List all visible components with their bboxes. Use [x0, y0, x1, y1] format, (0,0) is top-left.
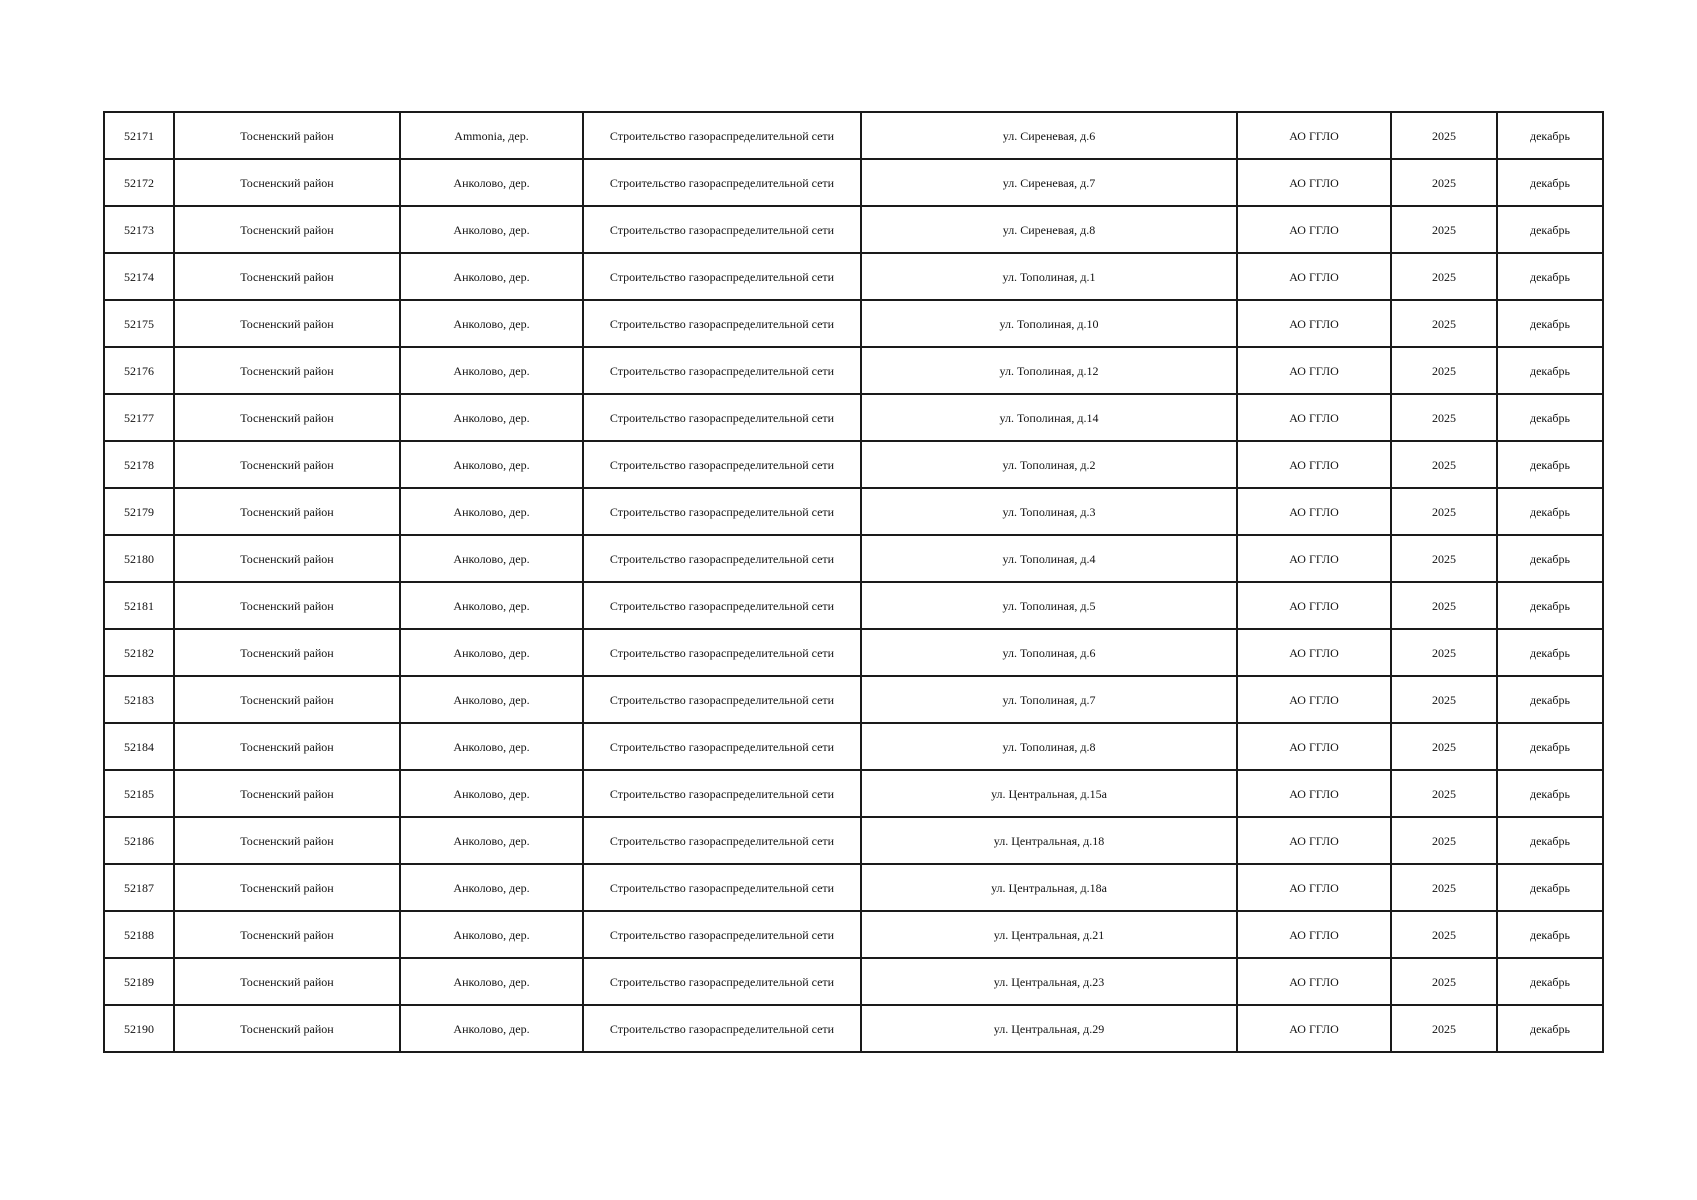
cell-district: Тосненский район	[174, 112, 400, 159]
cell-number: 52188	[104, 911, 174, 958]
cell-year: 2025	[1391, 206, 1497, 253]
cell-year: 2025	[1391, 535, 1497, 582]
cell-work-type: Строительство газораспределительной сети	[583, 206, 861, 253]
table-row	[104, 864, 1603, 911]
cell-number: 52184	[104, 723, 174, 770]
cell-number: 52171	[104, 112, 174, 159]
cell-district: Тосненский район	[174, 911, 400, 958]
cell-number: 52174	[104, 253, 174, 300]
cell-year: 2025	[1391, 629, 1497, 676]
table-row	[104, 112, 1603, 159]
cell-district: Тосненский район	[174, 817, 400, 864]
table-row	[104, 770, 1603, 817]
table-row	[104, 441, 1603, 488]
cell-address: ул. Тополиная, д.10	[861, 300, 1237, 347]
cell-organization: АО ГГЛО	[1237, 676, 1391, 723]
cell-settlement: Анколово, дер.	[400, 770, 583, 817]
cell-settlement: Анколово, дер.	[400, 535, 583, 582]
cell-settlement: Анколово, дер.	[400, 817, 583, 864]
cell-work-type: Строительство газораспределительной сети	[583, 770, 861, 817]
table-row	[104, 817, 1603, 864]
cell-address: ул. Тополиная, д.2	[861, 441, 1237, 488]
cell-month: декабрь	[1497, 770, 1603, 817]
cell-settlement: Анколово, дер.	[400, 723, 583, 770]
table-row	[104, 723, 1603, 770]
cell-month: декабрь	[1497, 676, 1603, 723]
cell-settlement: Анколово, дер.	[400, 629, 583, 676]
cell-district: Тосненский район	[174, 159, 400, 206]
cell-year: 2025	[1391, 300, 1497, 347]
cell-work-type: Строительство газораспределительной сети	[583, 864, 861, 911]
cell-number: 52185	[104, 770, 174, 817]
cell-settlement: Анколово, дер.	[400, 441, 583, 488]
table-row	[104, 206, 1603, 253]
cell-address: ул. Тополиная, д.1	[861, 253, 1237, 300]
cell-address: ул. Центральная, д.29	[861, 1005, 1237, 1052]
cell-organization: АО ГГЛО	[1237, 488, 1391, 535]
cell-month: декабрь	[1497, 864, 1603, 911]
cell-month: декабрь	[1497, 629, 1603, 676]
cell-organization: АО ГГЛО	[1237, 300, 1391, 347]
cell-number: 52179	[104, 488, 174, 535]
cell-address: ул. Сиреневая, д.6	[861, 112, 1237, 159]
cell-year: 2025	[1391, 911, 1497, 958]
cell-work-type: Строительство газораспределительной сети	[583, 817, 861, 864]
cell-number: 52182	[104, 629, 174, 676]
cell-year: 2025	[1391, 253, 1497, 300]
cell-work-type: Строительство газораспределительной сети	[583, 723, 861, 770]
cell-district: Тосненский район	[174, 441, 400, 488]
cell-number: 52181	[104, 582, 174, 629]
table-row	[104, 159, 1603, 206]
cell-district: Тосненский район	[174, 629, 400, 676]
cell-month: декабрь	[1497, 535, 1603, 582]
cell-work-type: Строительство газораспределительной сети	[583, 347, 861, 394]
cell-address: ул. Тополиная, д.4	[861, 535, 1237, 582]
cell-settlement: Анколово, дер.	[400, 676, 583, 723]
cell-year: 2025	[1391, 676, 1497, 723]
cell-organization: АО ГГЛО	[1237, 582, 1391, 629]
cell-number: 52172	[104, 159, 174, 206]
cell-year: 2025	[1391, 864, 1497, 911]
cell-number: 52190	[104, 1005, 174, 1052]
table-row	[104, 582, 1603, 629]
cell-month: декабрь	[1497, 582, 1603, 629]
cell-district: Тосненский район	[174, 864, 400, 911]
cell-work-type: Строительство газораспределительной сети	[583, 629, 861, 676]
cell-address: ул. Тополиная, д.8	[861, 723, 1237, 770]
cell-settlement: Анколово, дер.	[400, 582, 583, 629]
cell-district: Тосненский район	[174, 253, 400, 300]
cell-work-type: Строительство газораспределительной сети	[583, 676, 861, 723]
gas-network-table	[103, 111, 1604, 1053]
cell-year: 2025	[1391, 723, 1497, 770]
table-body	[104, 112, 1603, 1052]
cell-work-type: Строительство газораспределительной сети	[583, 394, 861, 441]
cell-year: 2025	[1391, 582, 1497, 629]
cell-year: 2025	[1391, 817, 1497, 864]
cell-district: Тосненский район	[174, 723, 400, 770]
cell-settlement: Анколово, дер.	[400, 864, 583, 911]
cell-month: декабрь	[1497, 1005, 1603, 1052]
cell-organization: АО ГГЛО	[1237, 159, 1391, 206]
cell-settlement: Ammonia, дер.	[400, 112, 583, 159]
cell-month: декабрь	[1497, 347, 1603, 394]
cell-year: 2025	[1391, 958, 1497, 1005]
table-row	[104, 347, 1603, 394]
cell-number: 52173	[104, 206, 174, 253]
table-row	[104, 253, 1603, 300]
cell-settlement: Анколово, дер.	[400, 253, 583, 300]
cell-number: 52175	[104, 300, 174, 347]
cell-year: 2025	[1391, 159, 1497, 206]
table-row	[104, 676, 1603, 723]
cell-work-type: Строительство газораспределительной сети	[583, 441, 861, 488]
cell-month: декабрь	[1497, 206, 1603, 253]
cell-work-type: Строительство газораспределительной сети	[583, 911, 861, 958]
cell-number: 52186	[104, 817, 174, 864]
table-row	[104, 300, 1603, 347]
table-row	[104, 488, 1603, 535]
cell-work-type: Строительство газораспределительной сети	[583, 253, 861, 300]
cell-district: Тосненский район	[174, 958, 400, 1005]
cell-organization: АО ГГЛО	[1237, 817, 1391, 864]
cell-year: 2025	[1391, 1005, 1497, 1052]
cell-organization: АО ГГЛО	[1237, 535, 1391, 582]
cell-district: Тосненский район	[174, 676, 400, 723]
cell-month: декабрь	[1497, 300, 1603, 347]
cell-year: 2025	[1391, 441, 1497, 488]
cell-district: Тосненский район	[174, 770, 400, 817]
cell-settlement: Анколово, дер.	[400, 1005, 583, 1052]
cell-work-type: Строительство газораспределительной сети	[583, 535, 861, 582]
cell-month: декабрь	[1497, 958, 1603, 1005]
cell-address: ул. Сиреневая, д.7	[861, 159, 1237, 206]
cell-organization: АО ГГЛО	[1237, 864, 1391, 911]
cell-work-type: Строительство газораспределительной сети	[583, 159, 861, 206]
cell-district: Тосненский район	[174, 488, 400, 535]
table-row	[104, 394, 1603, 441]
cell-district: Тосненский район	[174, 535, 400, 582]
cell-organization: АО ГГЛО	[1237, 1005, 1391, 1052]
cell-number: 52180	[104, 535, 174, 582]
cell-settlement: Анколово, дер.	[400, 347, 583, 394]
table-row	[104, 535, 1603, 582]
cell-organization: АО ГГЛО	[1237, 347, 1391, 394]
cell-settlement: Анколово, дер.	[400, 488, 583, 535]
cell-work-type: Строительство газораспределительной сети	[583, 582, 861, 629]
cell-address: ул. Тополиная, д.14	[861, 394, 1237, 441]
cell-number: 52178	[104, 441, 174, 488]
cell-district: Тосненский район	[174, 300, 400, 347]
cell-district: Тосненский район	[174, 582, 400, 629]
table-row	[104, 1005, 1603, 1052]
cell-number: 52177	[104, 394, 174, 441]
cell-district: Тосненский район	[174, 206, 400, 253]
cell-settlement: Анколово, дер.	[400, 394, 583, 441]
cell-settlement: Анколово, дер.	[400, 206, 583, 253]
cell-month: декабрь	[1497, 488, 1603, 535]
cell-address: ул. Тополиная, д.7	[861, 676, 1237, 723]
cell-number: 52183	[104, 676, 174, 723]
table-row	[104, 958, 1603, 1005]
cell-year: 2025	[1391, 770, 1497, 817]
cell-month: декабрь	[1497, 723, 1603, 770]
cell-organization: АО ГГЛО	[1237, 770, 1391, 817]
cell-month: декабрь	[1497, 817, 1603, 864]
table-row	[104, 911, 1603, 958]
cell-year: 2025	[1391, 347, 1497, 394]
cell-district: Тосненский район	[174, 1005, 400, 1052]
cell-organization: АО ГГЛО	[1237, 958, 1391, 1005]
cell-organization: АО ГГЛО	[1237, 253, 1391, 300]
cell-organization: АО ГГЛО	[1237, 394, 1391, 441]
cell-work-type: Строительство газораспределительной сети	[583, 300, 861, 347]
cell-month: декабрь	[1497, 911, 1603, 958]
cell-month: декабрь	[1497, 159, 1603, 206]
cell-work-type: Строительство газораспределительной сети	[583, 958, 861, 1005]
cell-organization: АО ГГЛО	[1237, 723, 1391, 770]
cell-address: ул. Тополиная, д.12	[861, 347, 1237, 394]
cell-address: ул. Тополиная, д.6	[861, 629, 1237, 676]
cell-address: ул. Сиреневая, д.8	[861, 206, 1237, 253]
cell-address: ул. Центральная, д.18а	[861, 864, 1237, 911]
cell-district: Тосненский район	[174, 347, 400, 394]
cell-month: декабрь	[1497, 394, 1603, 441]
cell-organization: АО ГГЛО	[1237, 629, 1391, 676]
cell-address: ул. Тополиная, д.5	[861, 582, 1237, 629]
cell-number: 52176	[104, 347, 174, 394]
cell-work-type: Строительство газораспределительной сети	[583, 488, 861, 535]
cell-organization: АО ГГЛО	[1237, 206, 1391, 253]
cell-settlement: Анколово, дер.	[400, 958, 583, 1005]
cell-district: Тосненский район	[174, 394, 400, 441]
cell-month: декабрь	[1497, 112, 1603, 159]
cell-settlement: Анколово, дер.	[400, 911, 583, 958]
cell-year: 2025	[1391, 394, 1497, 441]
cell-address: ул. Центральная, д.23	[861, 958, 1237, 1005]
cell-address: ул. Центральная, д.15а	[861, 770, 1237, 817]
cell-address: ул. Тополиная, д.3	[861, 488, 1237, 535]
cell-organization: АО ГГЛО	[1237, 911, 1391, 958]
cell-organization: АО ГГЛО	[1237, 441, 1391, 488]
table-row	[104, 629, 1603, 676]
cell-settlement: Анколово, дер.	[400, 159, 583, 206]
cell-number: 52187	[104, 864, 174, 911]
cell-month: декабрь	[1497, 441, 1603, 488]
cell-month: декабрь	[1497, 253, 1603, 300]
cell-number: 52189	[104, 958, 174, 1005]
cell-year: 2025	[1391, 112, 1497, 159]
cell-work-type: Строительство газораспределительной сети	[583, 112, 861, 159]
cell-address: ул. Центральная, д.21	[861, 911, 1237, 958]
cell-work-type: Строительство газораспределительной сети	[583, 1005, 861, 1052]
cell-settlement: Анколово, дер.	[400, 300, 583, 347]
cell-year: 2025	[1391, 488, 1497, 535]
cell-organization: АО ГГЛО	[1237, 112, 1391, 159]
cell-address: ул. Центральная, д.18	[861, 817, 1237, 864]
